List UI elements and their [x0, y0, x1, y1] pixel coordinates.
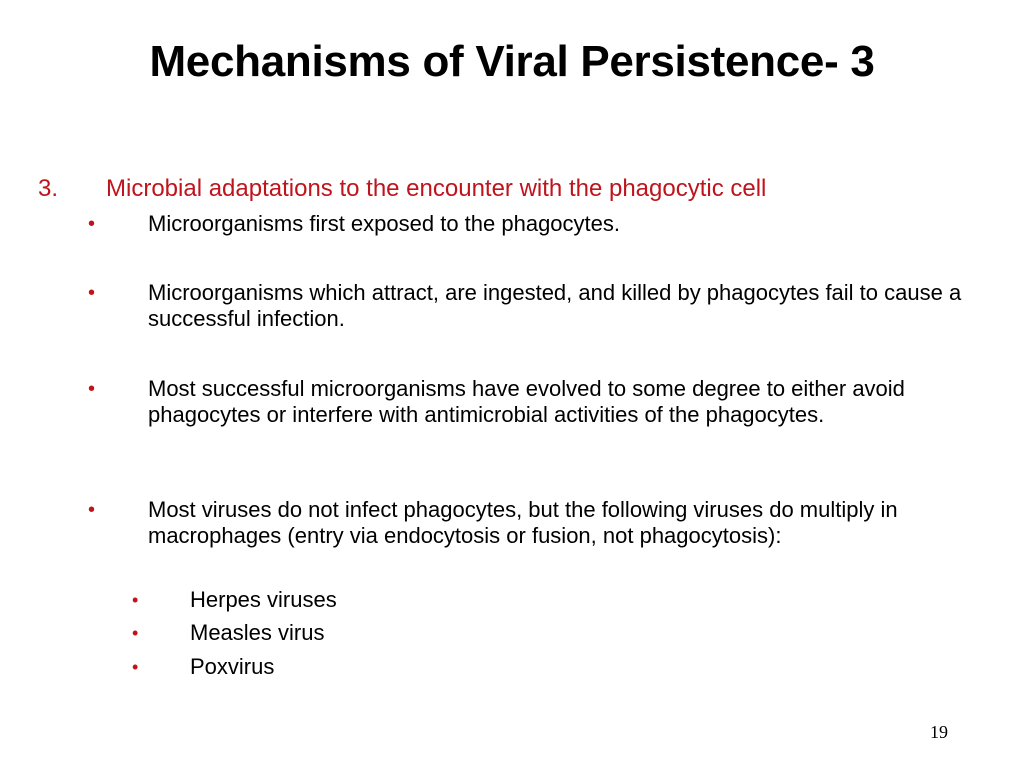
- bullet-icon: •: [132, 590, 139, 610]
- bullet-icon: •: [88, 499, 96, 521]
- page-number: 19: [930, 722, 948, 742]
- sub-bullet-text: Poxvirus: [190, 654, 275, 679]
- point-text: Microbial adaptations to the encounter with the phagocytic cell: [106, 175, 767, 202]
- sub-bullet-text: Measles virus: [190, 620, 325, 645]
- bullet-icon: •: [132, 623, 139, 643]
- point-number: 3.: [38, 175, 59, 202]
- bullet-text: Most successful microorganisms have evolved to some degree to either avoid phagocytes or interfere with antimicrobial activities of the phagocytes.: [148, 376, 905, 427]
- sub-bullet-text: Herpes viruses: [190, 587, 337, 612]
- bullet-icon: •: [132, 657, 139, 677]
- bullet-icon: •: [88, 282, 96, 304]
- bullet-text: Most viruses do not infect phagocytes, but the following viruses do multiply in macrophages (entry via endocytosis or fusion, not phagocytosis):: [148, 497, 898, 548]
- bullet-text: Microorganisms which attract, are ingested, and killed by phagocytes fail to cause a successful infection.: [148, 280, 962, 331]
- bullet-icon: •: [88, 378, 96, 400]
- slide-title: Mechanisms of Viral Persistence- 3: [149, 37, 875, 86]
- bullet-text: Microorganisms first exposed to the phagocytes.: [148, 211, 621, 236]
- bullet-icon: •: [88, 213, 96, 235]
